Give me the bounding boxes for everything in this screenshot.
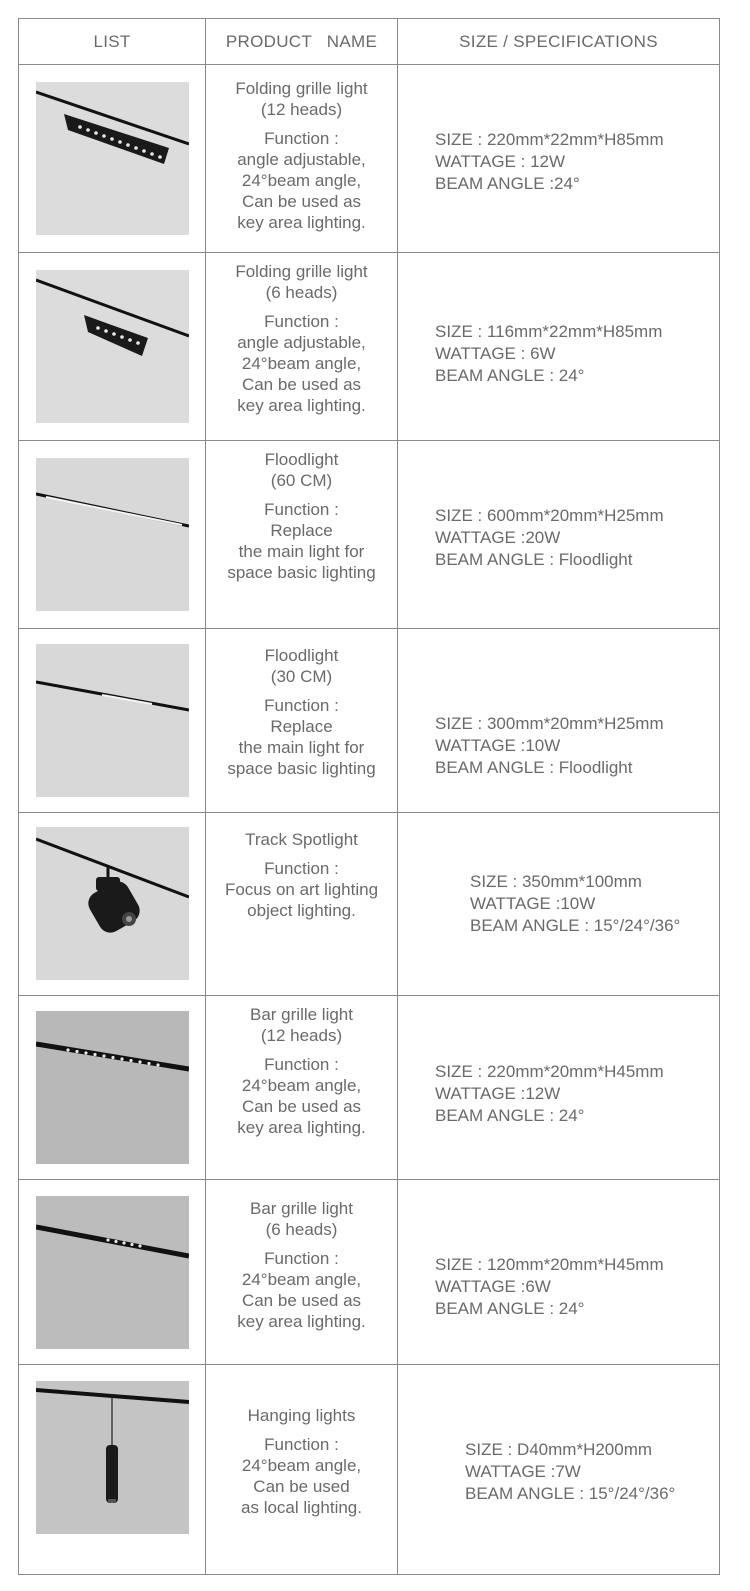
list-cell	[19, 1365, 206, 1574]
list-cell	[19, 629, 206, 812]
product-title: Folding grille light (12 heads)	[235, 79, 368, 119]
product-title: Track Spotlight	[245, 830, 358, 849]
list-cell	[19, 813, 206, 995]
spec-beam-angle: BEAM ANGLE : Floodlight	[435, 758, 633, 777]
product-title: Floodlight (30 CM)	[264, 646, 339, 686]
spec-cell	[398, 65, 719, 252]
table-row	[19, 629, 719, 813]
spec-wattage: WATTAGE : 6W	[435, 344, 556, 363]
spec-size: SIZE : 220mm*20mm*H45mm	[435, 1062, 664, 1081]
spec-size: SIZE : D40mm*H200mm	[465, 1440, 653, 1459]
table-row	[19, 441, 719, 629]
table-header	[19, 19, 719, 65]
spec-wattage: WATTAGE :10W	[470, 894, 596, 913]
spec-size: SIZE : 300mm*20mm*H25mm	[435, 714, 664, 733]
product-name-cell	[206, 813, 398, 995]
table-row	[19, 1180, 719, 1365]
product-image	[36, 1011, 189, 1164]
header-list: LIST	[19, 19, 206, 64]
header-product-name: PRODUCT NAME	[206, 19, 398, 64]
product-title: Bar grille light (12 heads)	[250, 1005, 353, 1045]
spec-size: SIZE : 350mm*100mm	[470, 872, 642, 891]
spec-cell	[398, 629, 719, 812]
product-name-cell	[206, 441, 398, 628]
list-cell	[19, 996, 206, 1179]
list-cell	[19, 441, 206, 628]
spec-table	[18, 18, 720, 1575]
product-name-cell	[206, 1180, 398, 1364]
product-function: Function : angle adjustable, 24°beam angle, Can be used as key area lighting.	[237, 312, 366, 415]
product-name-cell	[206, 253, 398, 440]
product-title: Hanging lights	[247, 1406, 356, 1425]
product-image	[36, 82, 189, 235]
spec-cell	[398, 253, 719, 440]
spec-beam-angle: BEAM ANGLE :24°	[435, 174, 580, 193]
table-row	[19, 253, 719, 441]
table-row	[19, 813, 719, 996]
spec-wattage: WATTAGE :10W	[435, 736, 561, 755]
product-name-cell	[206, 65, 398, 252]
product-image	[36, 644, 189, 797]
product-function: Function : Replace the main light for space basic lighting	[227, 500, 376, 582]
product-function: Function : Replace the main light for space basic lighting	[227, 696, 376, 778]
product-name-cell	[206, 996, 398, 1179]
spec-size: SIZE : 116mm*22mm*H85mm	[435, 322, 663, 341]
spec-size: SIZE : 120mm*20mm*H45mm	[435, 1255, 664, 1274]
spec-beam-angle: BEAM ANGLE : 24°	[435, 1299, 585, 1318]
spec-cell	[398, 441, 719, 628]
spec-cell	[398, 813, 719, 995]
table-row	[19, 65, 719, 253]
spec-wattage: WATTAGE : 12W	[435, 152, 566, 171]
spec-cell	[398, 1365, 719, 1574]
product-function: Function : 24°beam angle, Can be used as key area lighting.	[237, 1249, 366, 1331]
spec-wattage: WATTAGE :7W	[465, 1462, 581, 1481]
product-title: Floodlight (60 CM)	[264, 450, 339, 490]
spec-size: SIZE : 600mm*20mm*H25mm	[435, 506, 664, 525]
spec-cell	[398, 1180, 719, 1364]
product-function: Function : 24°beam angle, Can be used as local lighting.	[241, 1435, 362, 1517]
product-image	[36, 827, 189, 980]
list-cell	[19, 1180, 206, 1364]
table-row	[19, 996, 719, 1180]
table-row	[19, 1365, 719, 1574]
spec-cell	[398, 996, 719, 1179]
list-cell	[19, 65, 206, 252]
product-image	[36, 1196, 189, 1349]
header-size-specifications: SIZE / SPECIFICATIONS	[459, 31, 658, 51]
product-name-cell	[206, 629, 398, 812]
spec-beam-angle: BEAM ANGLE : 24°	[435, 366, 585, 385]
spec-size: SIZE : 220mm*22mm*H85mm	[435, 130, 664, 149]
spec-wattage: WATTAGE :6W	[435, 1277, 551, 1296]
product-title: Folding grille light (6 heads)	[235, 262, 368, 302]
product-function: Function : angle adjustable, 24°beam angle, Can be used as key area lighting.	[237, 129, 366, 232]
product-name-cell	[206, 1365, 398, 1574]
spec-beam-angle: BEAM ANGLE : 24°	[435, 1106, 585, 1125]
product-function: Function : Focus on art lighting object lighting.	[224, 859, 379, 920]
list-cell	[19, 253, 206, 440]
product-image	[36, 270, 189, 423]
spec-beam-angle: BEAM ANGLE : 15°/24°/36°	[465, 1484, 676, 1503]
product-image	[36, 1381, 189, 1534]
spec-wattage: WATTAGE :12W	[435, 1084, 561, 1103]
spec-beam-angle: BEAM ANGLE : 15°/24°/36°	[470, 916, 681, 935]
product-function: Function : 24°beam angle, Can be used as key area lighting.	[237, 1055, 366, 1137]
spec-wattage: WATTAGE :20W	[435, 528, 561, 547]
spec-beam-angle: BEAM ANGLE : Floodlight	[435, 550, 633, 569]
product-title: Bar grille light (6 heads)	[250, 1199, 353, 1239]
product-image	[36, 458, 189, 611]
